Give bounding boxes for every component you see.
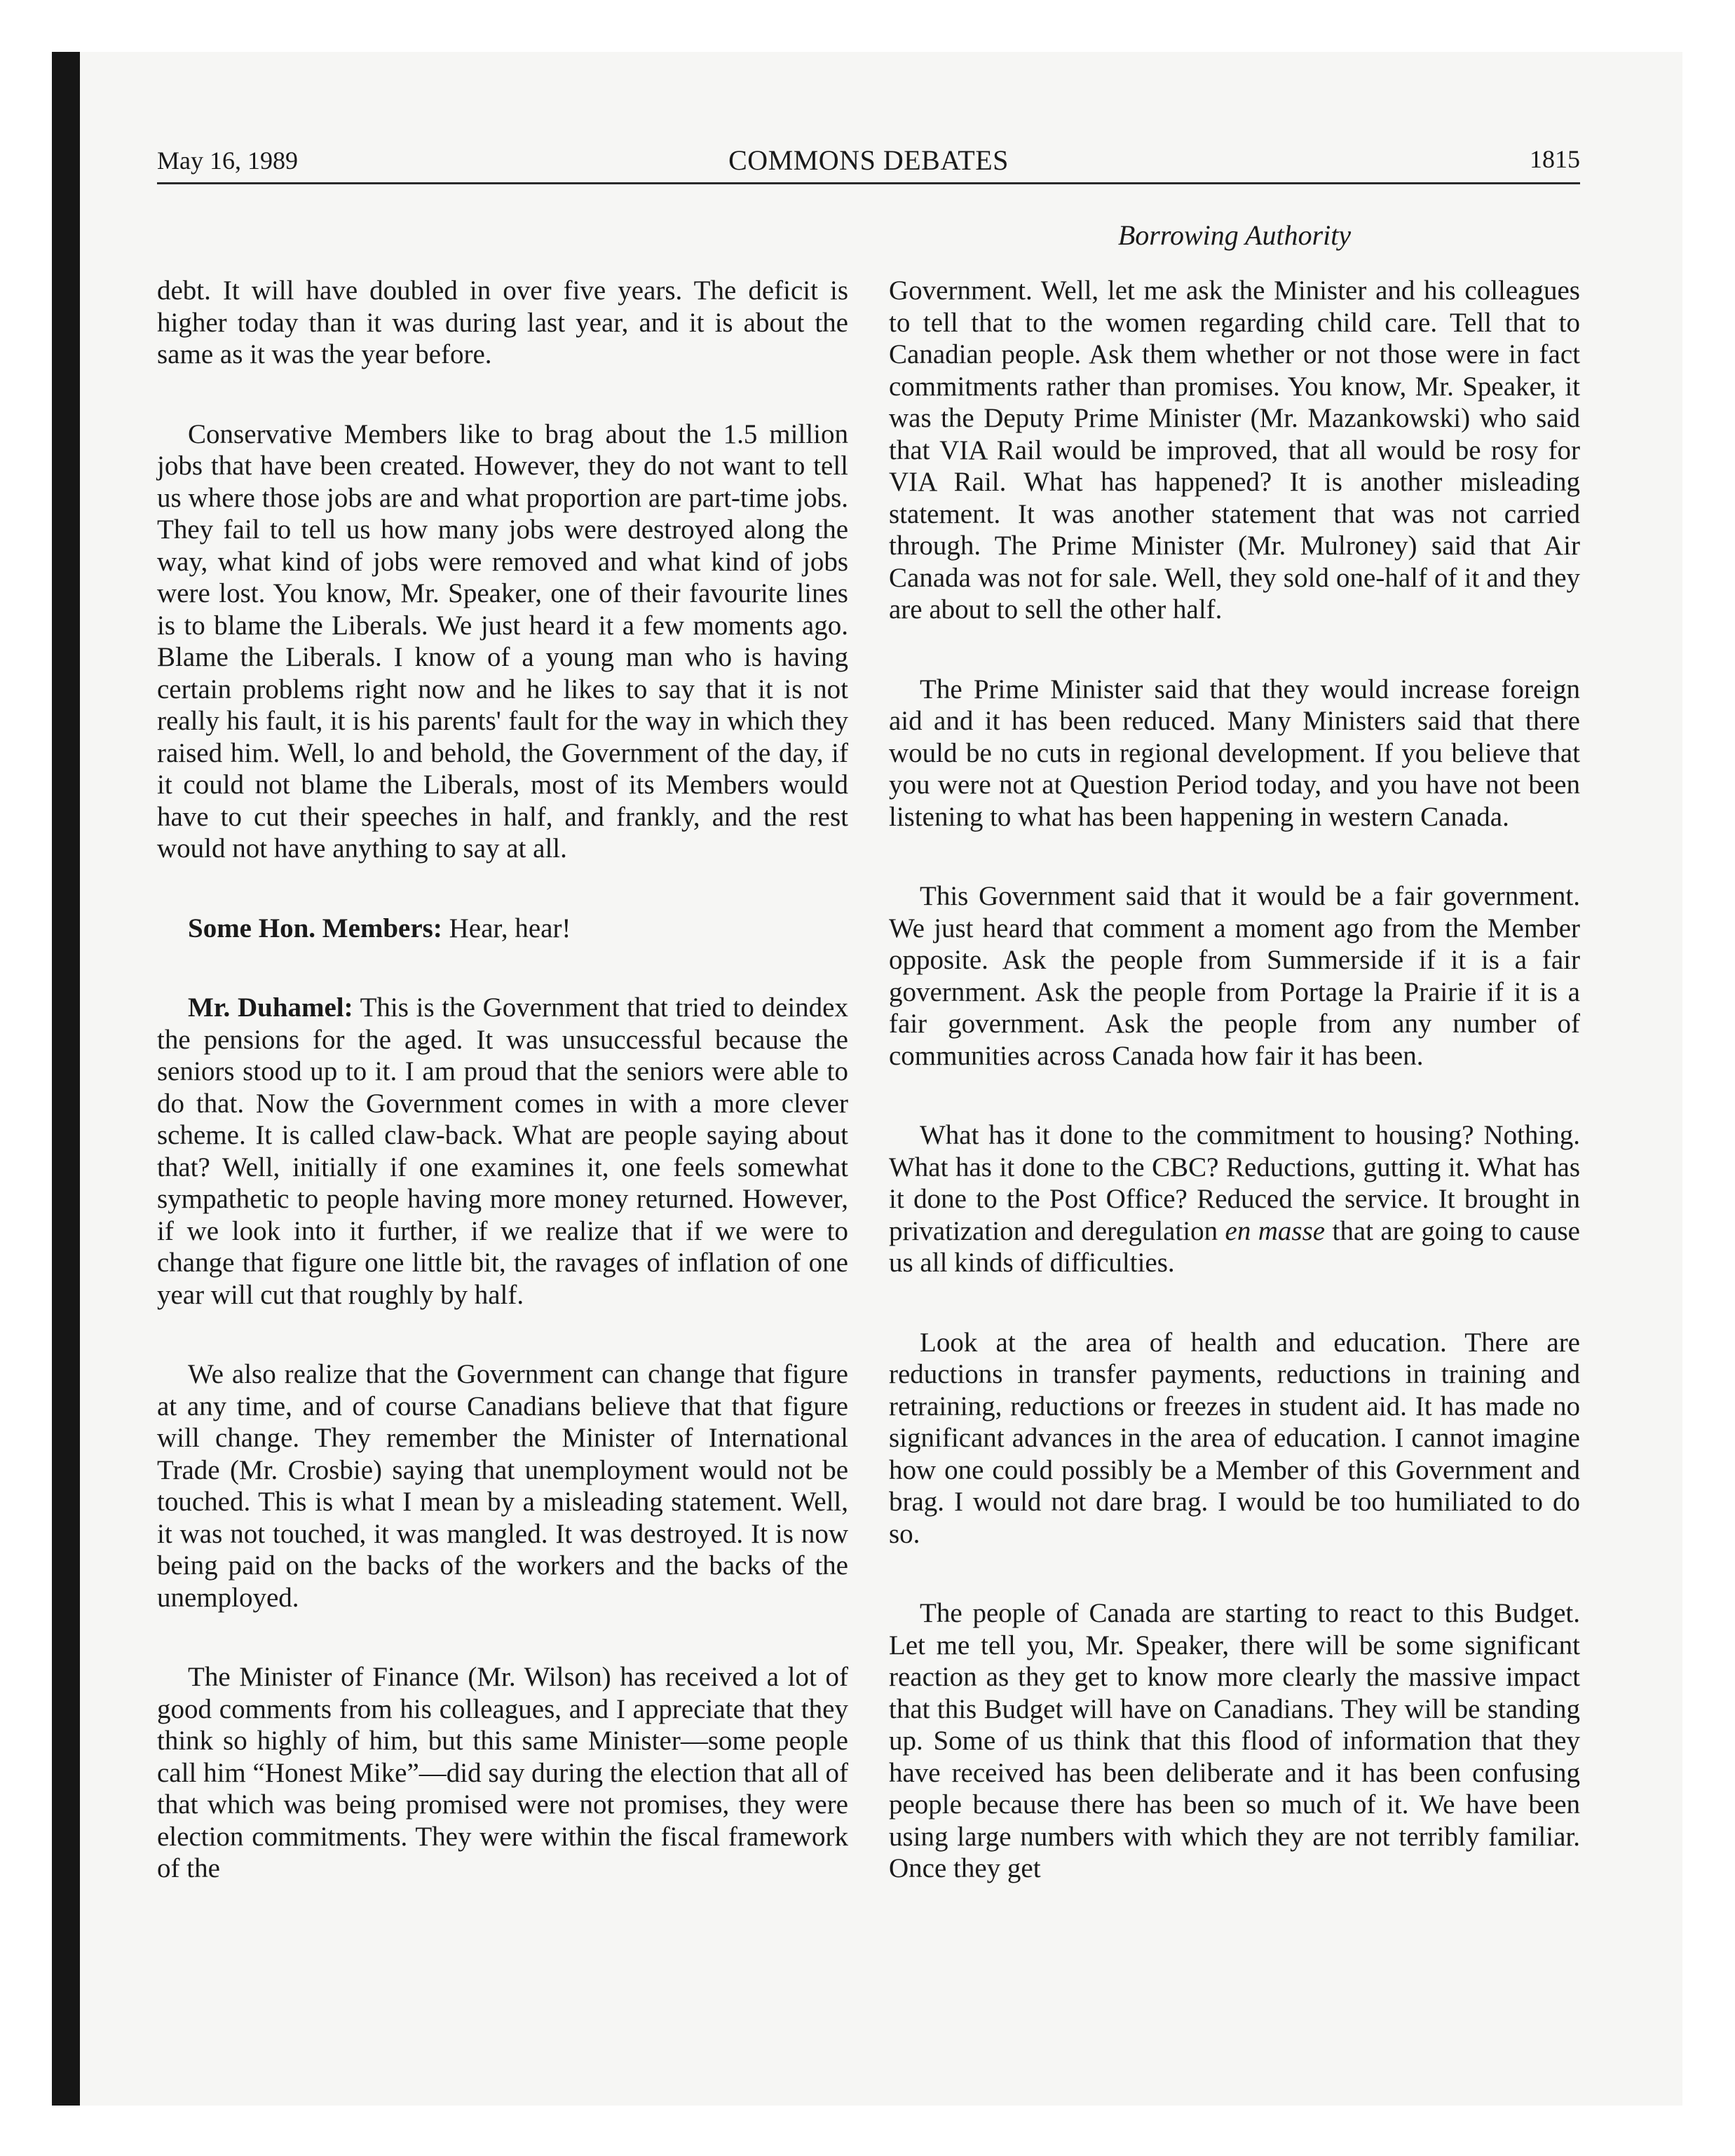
paragraph: The Minister of Finance (Mr. Wilson) has received a lot of good comments from his colleagues, and I appreciate that they think so highly of him, but this same Minister—some people call him “Honest Mike”—did say during the election that all of that which was being promised were not promises, they were election commitments. They were within the fiscal framework of the [157,1662,848,1883]
speech-text: This is the Government that tried to deindex the pensions for the aged. It was unsuccessful because the seniors stood up to it. I am proud that the seniors were able to do that. Now the Government comes in with a more clever scheme. It is called claw-back. What are people saying about that? Well, initially if one examines it, one feels somewhat sympathetic to people having more money returned. However, if we look into it further, if we realize that if we were to change that figure one little bit, the ravages of inflation of one year will cut that roughly by half. [157,992,848,1310]
paragraph [889,1119,1580,1279]
header-title: COMMONS DEBATES [728,144,1009,176]
left-column [157,275,848,1885]
speaker-name: Mr. Duhamel: [188,992,353,1023]
speaker-name: Some Hon. Members: [188,913,442,943]
paragraph: Government. Well, let me ask the Minister and his colleagues to tell that to the women regarding child care. Tell that to Canadian people. Ask them whether or not those were in fact commitments rather than promises. You know, Mr. Speaker, it was the Deputy Prime Minister (Mr. Mazankowski) who said that VIA Rail would be improved, that all would be rosy for VIA Rail. What has happened? It is another misleading statement. It was another statement that was not carried through. The Prime Minister (Mr. Mulroney) said that Air Canada was not for sale. Well, they sold one-half of it and they are about to sell the other half. [889,275,1580,625]
paragraph: The people of Canada are starting to react to this Budget. Let me tell you, Mr. Speaker, there will be some significant reaction as they get to know more clearly the massive impact that this Budget will have on Canadians. They will be standing up. Some of us think that this flood of information that they have received has been deliberate and it has been confusing people because there has been so much of it. We have been using large numbers with which they are not terribly familiar. Once they get [889,1598,1580,1883]
running-head: Borrowing Authority [1117,219,1352,251]
paragraph: Conservative Members like to brag about the 1.5 million jobs that have been created. However, they do not want to tell us where those jobs are and what proportion are part-time jobs. They fail to tell us how many jobs were destroyed along the way, what kind of jobs were removed and what kind of jobs were lost. You know, Mr. Speaker, one of their favourite lines is to blame the Liberals. We just heard it a few moments ago. Blame the Liberals. I know of a young man who is having certain problems right now and he likes to say that it is not really his fault, it is his parents' fault for the way in which they raised him. Well, lo and behold, the Government of the day, if it could not blame the Liberals, most of its Members would have to cut their speeches in half, and frankly, and the rest would not have anything to say at all. [157,418,848,864]
page-header [157,137,1580,181]
speech-text: Hear, hear! [442,913,571,943]
header-rule [157,182,1580,184]
header-date: May 16, 1989 [157,146,298,175]
italic-phrase: en masse [1225,1215,1326,1246]
paragraph: Look at the area of health and education. There are reductions in transfer payments, reductions in training and retraining, reductions or freezes in student aid. It has made no significant advances in the area of education. I cannot imagine how one could possibly be a Member of this Government and brag. I would not dare brag. I would be too humiliated to do so. [889,1327,1580,1549]
text-run: that are going to cause us all kinds of difficulties. [889,1215,1580,1278]
speaker-paragraph [157,913,848,945]
paragraph: debt. It will have doubled in over five years. The deficit is higher today than it was during last year, and it is about the same as it was the year before. [157,275,848,369]
page-number: 1815 [1530,145,1580,173]
paragraph: We also realize that the Government can change that figure at any time, and of course Canadians believe that that figure will change. They remember the Minister of International Trade (Mr. Crosbie) saying that unemployment would not be touched. This is what I mean by a misleading statement. Well, it was not touched, it was mangled. It was destroyed. It is now being paid on the backs of the workers and the backs of the unemployed. [157,1359,848,1613]
paragraph: This Government said that it would be a fair government. We just heard that comment a moment ago from the Member opposite. Ask the people from Summerside if it is a fair government. Ask the people from Portage la Prairie if it is a fair government. Ask the people from any number of communities across Canada how fair it has been. [889,881,1580,1071]
right-column [889,275,1580,1885]
speaker-paragraph [157,992,848,1311]
paragraph: The Prime Minister said that they would increase foreign aid and it has been reduced. Many Ministers said that there would be no cuts in regional development. If you believe that you were not at Question Period today, and you have not been listening to what has been happening in western Canada. [889,674,1580,832]
scan-border [52,52,80,2106]
text-run: What has it done to the commitment to housing? Nothing. What has it done to the CBC? Reductions, gutting it. What has it done to the Post Office? Reduced the service. It brought in privatization and deregulation [889,1120,1580,1246]
